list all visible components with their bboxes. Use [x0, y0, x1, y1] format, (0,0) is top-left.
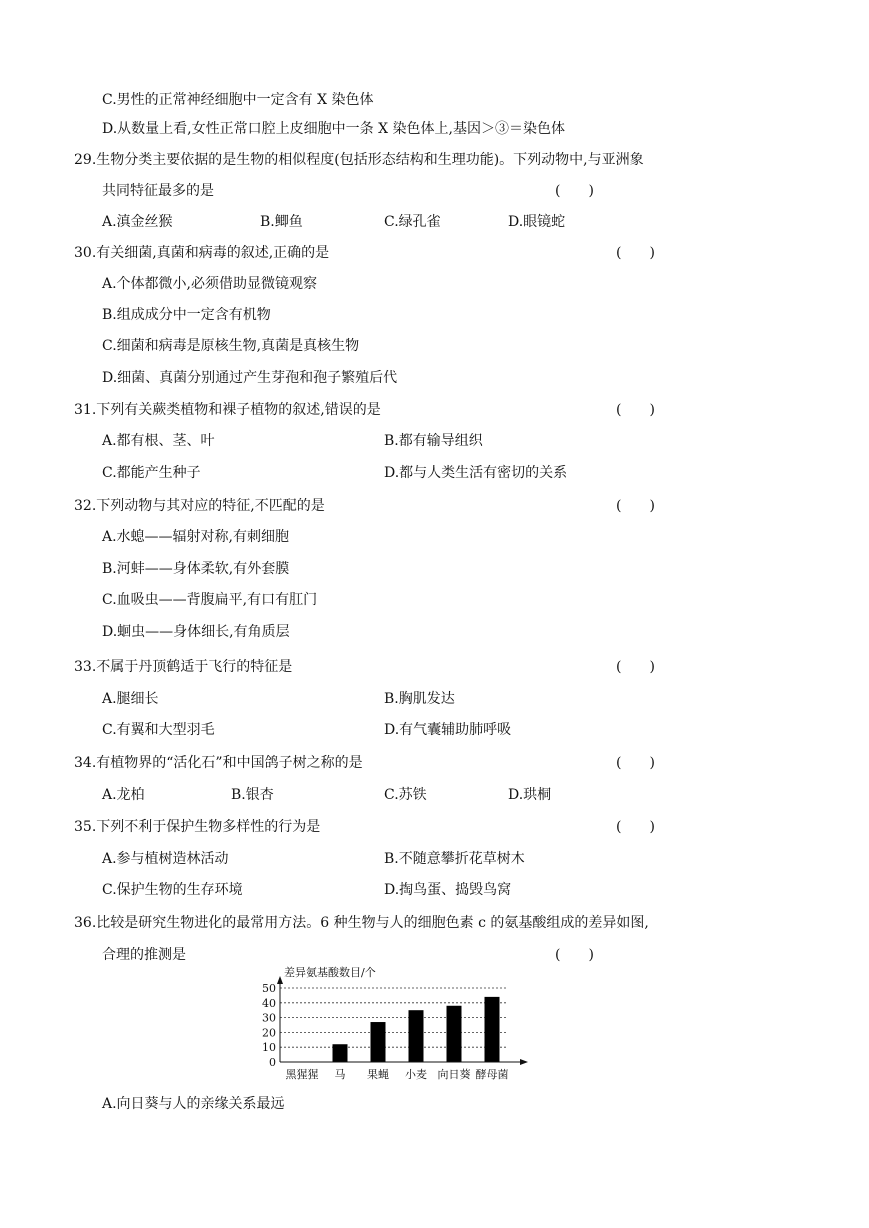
- answer-bracket-31: ( ): [616, 402, 655, 418]
- option-28-c: C.男性的正常神经细胞中一定含有 X 染色体: [102, 92, 374, 108]
- answer-bracket-30: ( ): [616, 245, 655, 261]
- bar-向日葵: [447, 1006, 462, 1062]
- option-33-c: C.有翼和大型羽毛: [102, 722, 215, 738]
- option-30-a: A.个体都微小,必须借助显微镜观察: [102, 276, 318, 292]
- question-32: 32.下列动物与其对应的特征,不匹配的是: [74, 498, 325, 514]
- option-29-d: D.眼镜蛇: [508, 214, 566, 230]
- answer-bracket-34: ( ): [616, 755, 655, 771]
- option-29-c: C.绿孔雀: [384, 214, 441, 230]
- option-32-b: B.河蚌——身体柔软,有外套膜: [102, 561, 290, 577]
- question-31: 31.下列有关蕨类植物和裸子植物的叙述,错误的是: [74, 402, 381, 418]
- x-tick-label-向日葵: 向日葵: [437, 1068, 471, 1081]
- option-31-d: D.都与人类生活有密切的关系: [384, 465, 568, 481]
- option-35-b: B.不随意攀折花草树木: [384, 851, 525, 867]
- y-tick-label-30: 30: [262, 1011, 276, 1025]
- question-34: 34.有植物界的“活化石”和中国鸽子树之称的是: [74, 755, 363, 771]
- x-tick-label-小麦: 小麦: [405, 1068, 427, 1081]
- question-36-cont: 合理的推测是: [102, 947, 186, 963]
- option-34-d: D.珙桐: [508, 787, 552, 803]
- x-tick-label-马: 马: [334, 1068, 346, 1081]
- x-tick-label-果蝇: 果蝇: [367, 1068, 389, 1081]
- option-33-a: A.腿细长: [102, 691, 159, 707]
- option-33-b: B.胸肌发达: [384, 691, 455, 707]
- question-36: 36.比较是研究生物进化的最常用方法。6 种生物与人的细胞色素 c 的氨基酸组成的差异如图,: [74, 915, 649, 931]
- bar-马: [333, 1044, 348, 1062]
- option-32-a: A.水螅——辐射对称,有刺细胞: [102, 529, 290, 545]
- question-35: 35.下列不利于保护生物多样性的行为是: [74, 819, 321, 835]
- option-30-c: C.细菌和病毒是原核生物,真菌是真核生物: [102, 338, 360, 354]
- y-tick-label-50: 50: [262, 982, 276, 995]
- option-32-c: C.血吸虫——背腹扁平,有口有肛门: [102, 592, 318, 608]
- option-29-b: B.鲫鱼: [260, 214, 303, 230]
- option-34-b: B.银杏: [231, 787, 274, 803]
- option-28-d: D.从数量上看,女性正常口腔上皮细胞中一条 X 染色体上,基因＞③＝染色体: [102, 121, 565, 137]
- amino-acid-difference-chart: [258, 966, 530, 1084]
- answer-bracket-33: ( ): [616, 659, 655, 675]
- bar-小麦: [409, 1010, 424, 1062]
- option-35-d: D.掏鸟蛋、捣毁鸟窝: [384, 882, 512, 898]
- option-30-d: D.细菌、真菌分别通过产生芽孢和孢子繁殖后代: [102, 370, 398, 386]
- x-tick-label-酵母菌: 酵母菌: [475, 1068, 509, 1081]
- question-30: 30.有关细菌,真菌和病毒的叙述,正确的是: [74, 245, 330, 261]
- bar-酵母菌: [485, 997, 500, 1062]
- option-34-c: C.苏铁: [384, 787, 427, 803]
- bar-果蝇: [371, 1022, 386, 1062]
- option-31-c: C.都能产生种子: [102, 465, 201, 481]
- question-29: 29.生物分类主要依据的是生物的相似程度(包括形态结构和生理功能)。下列动物中,与亚洲象: [74, 152, 644, 168]
- option-32-d: D.蛔虫——身体细长,有角质层: [102, 624, 290, 640]
- y-axis-arrow: [277, 976, 283, 984]
- answer-bracket-32: ( ): [616, 498, 655, 514]
- option-31-b: B.都有输导组织: [384, 433, 483, 449]
- x-axis-arrow: [520, 1059, 528, 1065]
- option-34-a: A.龙柏: [102, 787, 145, 803]
- answer-bracket-36: ( ): [555, 947, 594, 963]
- option-31-a: A.都有根、茎、叶: [102, 433, 215, 449]
- option-33-d: D.有气囊辅助肺呼吸: [384, 722, 512, 738]
- answer-bracket-29: ( ): [555, 183, 594, 199]
- option-29-a: A.滇金丝猴: [102, 214, 173, 230]
- answer-bracket-35: ( ): [616, 819, 655, 835]
- question-29-cont: 共同特征最多的是: [102, 183, 214, 199]
- question-33: 33.不属于丹顶鹤适于飞行的特征是: [74, 659, 293, 675]
- option-35-a: A.参与植树造林活动: [102, 851, 229, 867]
- option-30-b: B.组成成分中一定含有机物: [102, 307, 271, 323]
- y-tick-label-20: 20: [262, 1026, 276, 1040]
- y-tick-label-0: 0: [269, 1056, 276, 1069]
- option-36-a: A.向日葵与人的亲缘关系最远: [102, 1096, 285, 1112]
- option-35-c: C.保护生物的生存环境: [102, 882, 243, 898]
- y-tick-label-40: 40: [262, 996, 276, 1010]
- y-tick-label-10: 10: [262, 1041, 276, 1055]
- x-tick-label-黑猩猩: 黑猩猩: [285, 1068, 319, 1081]
- chart-y-axis-label: 差异氨基酸数目/个: [284, 966, 376, 979]
